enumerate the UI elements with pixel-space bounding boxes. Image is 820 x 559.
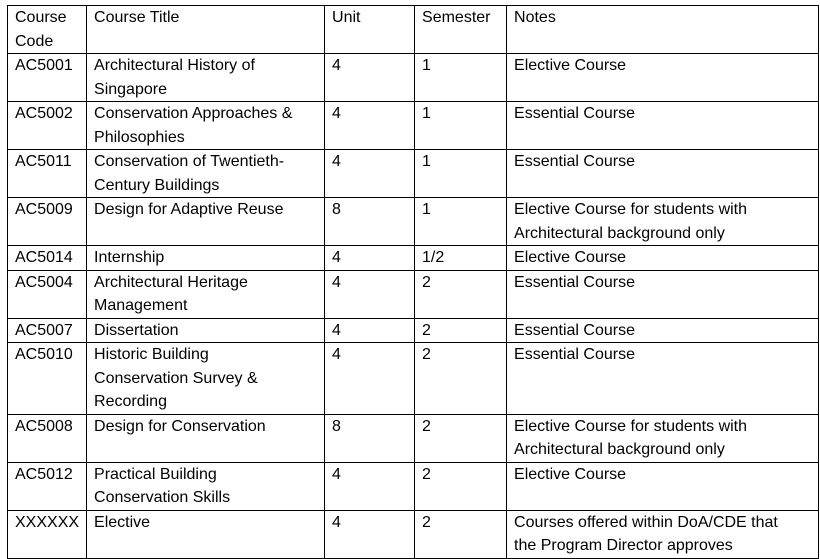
- header-unit: Unit: [325, 6, 415, 54]
- table-body: [8, 54, 819, 559]
- course-title-cell: Design for Adaptive Reuse: [87, 198, 325, 246]
- course-title-cell: Conservation of Twentieth- Century Buildings: [87, 150, 325, 198]
- header-row: [8, 6, 819, 54]
- unit-cell: 4: [325, 54, 415, 102]
- notes-cell: Essential Course: [507, 343, 819, 415]
- course-title-cell: Conservation Approaches & Philosophies: [87, 102, 325, 150]
- unit-cell: 4: [325, 343, 415, 415]
- course-title-cell: Historic Building Conservation Survey & Recording: [87, 343, 325, 415]
- header-course-title: Course Title: [87, 6, 325, 54]
- unit-cell: 4: [325, 246, 415, 271]
- notes-cell: Essential Course: [507, 270, 819, 318]
- course-title-cell: Internship: [87, 246, 325, 271]
- course-title-cell: Practical Building Conservation Skills: [87, 462, 325, 510]
- semester-cell: 2: [415, 318, 507, 343]
- header-notes: Notes: [507, 6, 819, 54]
- notes-cell: Elective Course for students with Architectural background only: [507, 414, 819, 462]
- unit-cell: 4: [325, 462, 415, 510]
- unit-cell: 4: [325, 102, 415, 150]
- notes-cell: Essential Course: [507, 318, 819, 343]
- course-table: [7, 5, 819, 559]
- table-row: [8, 318, 819, 343]
- course-title-cell: Architectural Heritage Management: [87, 270, 325, 318]
- course-title-cell: Dissertation: [87, 318, 325, 343]
- semester-cell: 2: [415, 414, 507, 462]
- semester-cell: 2: [415, 270, 507, 318]
- course-title-cell: Architectural History of Singapore: [87, 54, 325, 102]
- header-course-code: Course Code: [8, 6, 87, 54]
- course-code-cell: AC5001: [8, 54, 87, 102]
- unit-cell: 4: [325, 318, 415, 343]
- unit-cell: 8: [325, 198, 415, 246]
- notes-cell: Courses offered within DoA/CDE that the Program Director approves: [507, 510, 819, 558]
- course-code-cell: AC5014: [8, 246, 87, 271]
- table-row: [8, 246, 819, 271]
- course-code-cell: AC5007: [8, 318, 87, 343]
- course-code-cell: AC5002: [8, 102, 87, 150]
- semester-cell: 2: [415, 510, 507, 558]
- semester-cell: 2: [415, 462, 507, 510]
- table-row: [8, 198, 819, 246]
- header-semester: Semester: [415, 6, 507, 54]
- unit-cell: 8: [325, 414, 415, 462]
- table-row: [8, 343, 819, 415]
- course-title-cell: Elective: [87, 510, 325, 558]
- semester-cell: 2: [415, 343, 507, 415]
- notes-cell: Essential Course: [507, 102, 819, 150]
- unit-cell: 4: [325, 270, 415, 318]
- semester-cell: 1: [415, 54, 507, 102]
- semester-cell: 1/2: [415, 246, 507, 271]
- table-row: [8, 270, 819, 318]
- notes-cell: Elective Course: [507, 54, 819, 102]
- notes-cell: Elective Course: [507, 462, 819, 510]
- notes-cell: Essential Course: [507, 150, 819, 198]
- semester-cell: 1: [415, 198, 507, 246]
- semester-cell: 1: [415, 102, 507, 150]
- table-row: [8, 462, 819, 510]
- table-row: [8, 150, 819, 198]
- course-title-cell: Design for Conservation: [87, 414, 325, 462]
- table-row: [8, 102, 819, 150]
- semester-cell: 1: [415, 150, 507, 198]
- course-code-cell: AC5011: [8, 150, 87, 198]
- course-code-cell: AC5004: [8, 270, 87, 318]
- course-code-cell: XXXXXX: [8, 510, 87, 558]
- unit-cell: 4: [325, 510, 415, 558]
- unit-cell: 4: [325, 150, 415, 198]
- course-code-cell: AC5008: [8, 414, 87, 462]
- table-row: [8, 414, 819, 462]
- course-code-cell: AC5009: [8, 198, 87, 246]
- course-code-cell: AC5012: [8, 462, 87, 510]
- course-code-cell: AC5010: [8, 343, 87, 415]
- table-row: [8, 54, 819, 102]
- notes-cell: Elective Course: [507, 246, 819, 271]
- notes-cell: Elective Course for students with Architectural background only: [507, 198, 819, 246]
- table-row: [8, 510, 819, 558]
